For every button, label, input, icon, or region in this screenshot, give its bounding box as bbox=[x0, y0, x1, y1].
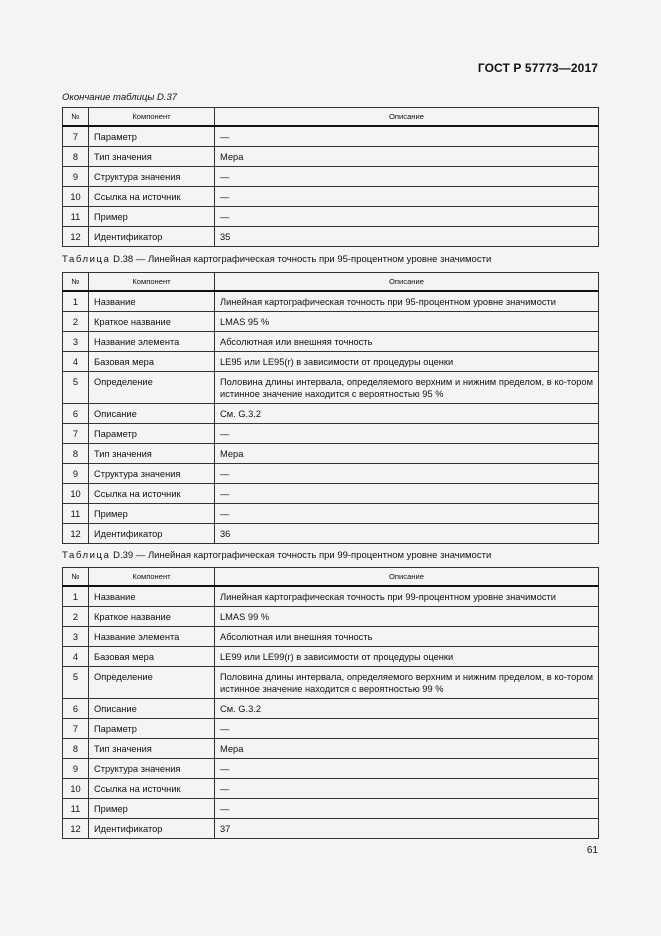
row-description: — bbox=[215, 187, 599, 207]
row-description: — bbox=[215, 759, 599, 779]
row-component: Тип значения bbox=[89, 739, 215, 759]
table-row bbox=[63, 699, 599, 719]
row-number: 2 bbox=[63, 607, 89, 627]
row-number: 3 bbox=[63, 332, 89, 352]
table-d37-body bbox=[63, 126, 599, 247]
row-component: Краткое название bbox=[89, 312, 215, 332]
row-number: 5 bbox=[63, 667, 89, 699]
table-row bbox=[63, 312, 599, 332]
row-component: Ссылка на источник bbox=[89, 484, 215, 504]
row-description: — bbox=[215, 424, 599, 444]
table-row bbox=[63, 504, 599, 524]
table-d38-body bbox=[63, 291, 599, 544]
row-number: 8 bbox=[63, 147, 89, 167]
row-description: Мера bbox=[215, 739, 599, 759]
row-description: LMAS 99 % bbox=[215, 607, 599, 627]
col-header-number: № bbox=[63, 108, 89, 127]
table-row bbox=[63, 586, 599, 607]
row-description: — bbox=[215, 504, 599, 524]
row-component: Ссылка на источник bbox=[89, 187, 215, 207]
row-description: LE95 или LE95(r) в зависимости от процедуры оценки bbox=[215, 352, 599, 372]
row-component: Тип значения bbox=[89, 147, 215, 167]
row-number: 10 bbox=[63, 187, 89, 207]
table-d39 bbox=[62, 567, 599, 839]
row-number: 12 bbox=[63, 524, 89, 544]
row-component: Структура значения bbox=[89, 759, 215, 779]
row-component: Определение bbox=[89, 667, 215, 699]
row-component: Пример bbox=[89, 799, 215, 819]
table-row bbox=[63, 607, 599, 627]
row-number: 7 bbox=[63, 424, 89, 444]
table-row bbox=[63, 719, 599, 739]
row-component: Структура значения bbox=[89, 167, 215, 187]
row-description: — bbox=[215, 799, 599, 819]
table-row bbox=[63, 627, 599, 647]
row-description: 37 bbox=[215, 819, 599, 839]
table-header-row bbox=[63, 568, 599, 587]
table-row bbox=[63, 207, 599, 227]
row-number: 11 bbox=[63, 504, 89, 524]
table-row bbox=[63, 524, 599, 544]
row-component: Пример bbox=[89, 504, 215, 524]
table-d37 bbox=[62, 107, 599, 247]
row-number: 11 bbox=[63, 207, 89, 227]
row-number: 6 bbox=[63, 404, 89, 424]
table-row bbox=[63, 147, 599, 167]
row-component: Название элемента bbox=[89, 332, 215, 352]
table-header-row bbox=[63, 108, 599, 127]
table-d38-caption-text: D.38 — Линейная картографическая точность при 95-процентном уровне значимости bbox=[113, 254, 492, 265]
row-component: Описание bbox=[89, 404, 215, 424]
row-description: Половина длины интервала, определяемого верхним и нижним пределом, в ко-тором истинное значение находится с вероятностью 99 % bbox=[215, 667, 599, 699]
row-component: Идентификатор bbox=[89, 524, 215, 544]
row-description: Абсолютная или внешняя точность bbox=[215, 627, 599, 647]
page-number: 61 bbox=[586, 845, 598, 856]
document-code: ГОСТ Р 57773—2017 bbox=[477, 61, 598, 75]
row-component: Пример bbox=[89, 207, 215, 227]
row-component: Описание bbox=[89, 699, 215, 719]
row-number: 5 bbox=[63, 372, 89, 404]
row-component: Название bbox=[89, 291, 215, 312]
row-component: Идентификатор bbox=[89, 819, 215, 839]
row-number: 2 bbox=[63, 312, 89, 332]
row-description: Абсолютная или внешняя точность bbox=[215, 332, 599, 352]
row-component: Название элемента bbox=[89, 627, 215, 647]
col-header-description: Описание bbox=[215, 108, 599, 127]
col-header-component: Компонент bbox=[89, 273, 215, 292]
row-component: Ссылка на источник bbox=[89, 779, 215, 799]
table-row bbox=[63, 779, 599, 799]
col-header-number: № bbox=[63, 568, 89, 587]
row-number: 9 bbox=[63, 464, 89, 484]
table-row bbox=[63, 227, 599, 247]
row-number: 7 bbox=[63, 126, 89, 147]
table-row bbox=[63, 739, 599, 759]
row-description: Половина длины интервала, определяемого верхним и нижним пределом, в ко-тором истинное значение находится с вероятностью 95 % bbox=[215, 372, 599, 404]
row-number: 6 bbox=[63, 699, 89, 719]
row-component: Структура значения bbox=[89, 464, 215, 484]
row-number: 1 bbox=[63, 291, 89, 312]
col-header-component: Компонент bbox=[89, 568, 215, 587]
row-component: Параметр bbox=[89, 424, 215, 444]
row-number: 11 bbox=[63, 799, 89, 819]
table-d38-caption-word: Таблица bbox=[62, 254, 111, 265]
row-description: 36 bbox=[215, 524, 599, 544]
table-header-row bbox=[63, 273, 599, 292]
table-d39-caption-text: D.39 — Линейная картографическая точность при 99-процентном уровне значимости bbox=[113, 550, 492, 561]
row-description: 35 bbox=[215, 227, 599, 247]
table-d39-caption bbox=[62, 550, 491, 561]
row-component: Название bbox=[89, 586, 215, 607]
col-header-component: Компонент bbox=[89, 108, 215, 127]
row-component: Краткое название bbox=[89, 607, 215, 627]
row-component: Тип значения bbox=[89, 444, 215, 464]
row-number: 8 bbox=[63, 444, 89, 464]
row-description: — bbox=[215, 464, 599, 484]
table-d38-caption bbox=[62, 254, 491, 265]
table-row bbox=[63, 424, 599, 444]
row-number: 8 bbox=[63, 739, 89, 759]
table-row bbox=[63, 799, 599, 819]
table-row bbox=[63, 647, 599, 667]
table-row bbox=[63, 464, 599, 484]
row-component: Идентификатор bbox=[89, 227, 215, 247]
row-number: 12 bbox=[63, 819, 89, 839]
row-number: 9 bbox=[63, 759, 89, 779]
table-d39-body bbox=[63, 586, 599, 839]
col-header-number: № bbox=[63, 273, 89, 292]
row-number: 10 bbox=[63, 779, 89, 799]
table-row bbox=[63, 167, 599, 187]
col-header-description: Описание bbox=[215, 273, 599, 292]
row-component: Базовая мера bbox=[89, 647, 215, 667]
table-d38 bbox=[62, 272, 599, 544]
row-number: 4 bbox=[63, 647, 89, 667]
row-description: — bbox=[215, 779, 599, 799]
row-number: 1 bbox=[63, 586, 89, 607]
table-row bbox=[63, 187, 599, 207]
row-description: — bbox=[215, 207, 599, 227]
table-row bbox=[63, 484, 599, 504]
row-number: 7 bbox=[63, 719, 89, 739]
table-row bbox=[63, 404, 599, 424]
row-component: Базовая мера bbox=[89, 352, 215, 372]
table-row bbox=[63, 291, 599, 312]
row-description: — bbox=[215, 484, 599, 504]
row-description: LE99 или LE99(r) в зависимости от процедуры оценки bbox=[215, 647, 599, 667]
table-d37-caption: Окончание таблицы D.37 bbox=[62, 92, 178, 103]
row-description: — bbox=[215, 719, 599, 739]
row-description: См. G.3.2 bbox=[215, 404, 599, 424]
row-component: Параметр bbox=[89, 126, 215, 147]
row-description: Линейная картографическая точность при 99-процентном уровне значимости bbox=[215, 586, 599, 607]
table-row bbox=[63, 372, 599, 404]
table-row bbox=[63, 667, 599, 699]
row-description: См. G.3.2 bbox=[215, 699, 599, 719]
row-number: 3 bbox=[63, 627, 89, 647]
row-description: LMAS 95 % bbox=[215, 312, 599, 332]
table-row bbox=[63, 444, 599, 464]
table-row bbox=[63, 819, 599, 839]
row-description: — bbox=[215, 126, 599, 147]
row-number: 10 bbox=[63, 484, 89, 504]
row-description: — bbox=[215, 167, 599, 187]
row-description: Линейная картографическая точность при 95-процентном уровне значимости bbox=[215, 291, 599, 312]
row-component: Параметр bbox=[89, 719, 215, 739]
row-number: 12 bbox=[63, 227, 89, 247]
table-row bbox=[63, 352, 599, 372]
table-row bbox=[63, 332, 599, 352]
row-description: Мера bbox=[215, 444, 599, 464]
col-header-description: Описание bbox=[215, 568, 599, 587]
table-row bbox=[63, 126, 599, 147]
table-row bbox=[63, 759, 599, 779]
row-component: Определение bbox=[89, 372, 215, 404]
row-number: 4 bbox=[63, 352, 89, 372]
table-d39-caption-word: Таблица bbox=[62, 550, 111, 561]
row-description: Мера bbox=[215, 147, 599, 167]
row-number: 9 bbox=[63, 167, 89, 187]
